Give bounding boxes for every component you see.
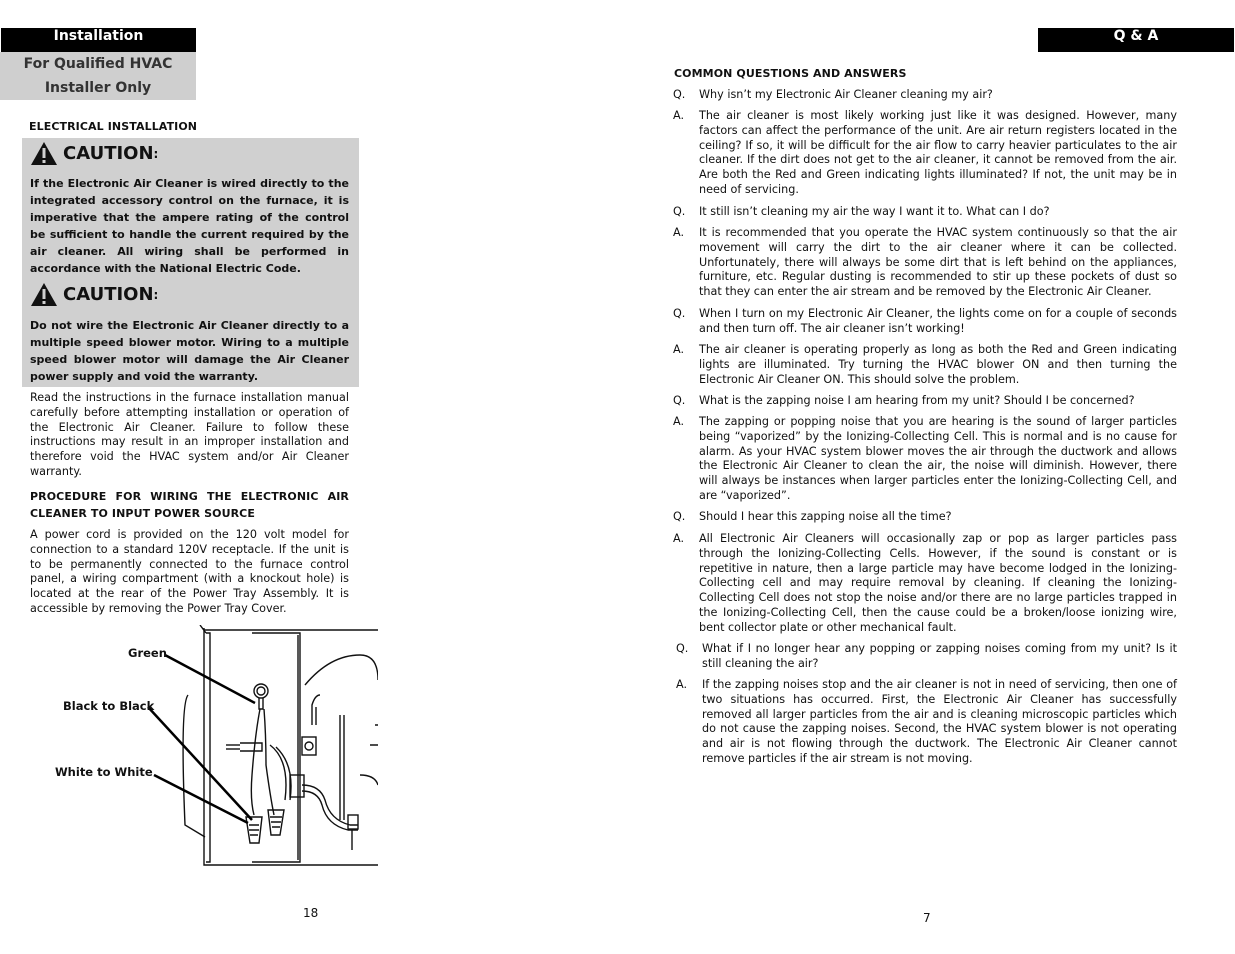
qa-question: It still isn’t cleaning my air the way I want it to. What can I do? — [699, 205, 1050, 218]
qa-answer: The air cleaner is most likely working just like it was designed. However, many factors can affect the performance of the unit. Are air return registers located in the ceiling? If so, it will be difficult for the air flow to carry heavier particulates to the air cleaner. If the dirt does not get to the air cleaner, it cannot be removed from the air. Are both the Red and Green indicating lights illuminated? If not, the unit may be in need of servicing. — [699, 109, 1177, 196]
caution-box — [22, 138, 359, 387]
wiring-diagram — [40, 625, 378, 870]
qa-label: A. — [673, 415, 685, 428]
warning-icon — [30, 141, 58, 166]
caution-heading-1 — [30, 141, 158, 166]
tab-subtitle-line2: Installer Only — [44, 80, 152, 96]
qa-label: Q. — [673, 394, 686, 407]
qa-label: Q. — [673, 510, 686, 523]
qa-heading: COMMON QUESTIONS AND ANSWERS — [674, 67, 907, 80]
warning-icon — [30, 282, 58, 307]
qa-label: Q. — [673, 307, 686, 320]
qa-question: What is the zapping noise I am hearing from my unit? Should I be concerned? — [699, 394, 1135, 407]
qa-block-1 — [673, 88, 1177, 103]
qa-label: Q. — [673, 205, 686, 218]
qa-block-4 — [673, 226, 1177, 300]
qa-answer: The air cleaner is operating properly as long as both the Red and Green indicating lights are illuminated. Try turning the HVAC blower ON and then turning the Electronic Air Cleaner ON. This should solve the problem. — [699, 343, 1177, 386]
qa-block-11 — [676, 642, 1177, 672]
qa-question: What if I no longer hear any popping or zapping noises coming from my unit? Is it still cleaning the air? — [702, 642, 1177, 670]
page-number-left: 18 — [303, 906, 319, 920]
power-cord-paragraph: A power cord is provided on the 120 volt model for connection to a standard 120V receptacle. If the unit is to be permanently connected to the furnace control panel, a wiring compartment (with a knockout hole) is located at the rear of the Power Tray Assembly. It is accessible by removing the Power Tray Cover. — [30, 528, 349, 615]
qa-question: Should I hear this zapping noise all the time? — [699, 510, 952, 523]
qa-block-3 — [673, 205, 1177, 220]
caution-colon-1: : — [153, 146, 159, 161]
qa-question: Why isn’t my Electronic Air Cleaner cleaning my air? — [699, 88, 993, 101]
qa-block-7 — [673, 394, 1177, 409]
qa-answer: If the zapping noises stop and the air cleaner is not in need of servicing, then one of two situations has occurred. First, the Electronic Air Cleaner has successfully removed all larger particles from the air and is cleaning microscopic particles which do not cause the zapping noises. Second, the HVAC system blower is not operating and air is not flowing through the ductwork. The Electronic Air Cleaner cannot remove particles if the air stream is not moving. — [702, 678, 1177, 765]
qa-block-2 — [673, 109, 1177, 198]
qa-block-9 — [673, 510, 1177, 525]
caution-colon-2: : — [153, 287, 159, 302]
tab-title-qa: Q & A — [1113, 28, 1159, 44]
label-white-to-white: White to White — [55, 765, 153, 779]
qa-label: A. — [673, 343, 685, 356]
procedure-heading: PROCEDURE FOR WIRING THE ELECTRONIC AIR CLEANER TO INPUT POWER SOURCE — [30, 490, 349, 520]
qa-label: Q. — [676, 642, 689, 655]
qa-question: When I turn on my Electronic Air Cleaner, the lights come on for a couple of seconds and then turn off. The air cleaner isn’t working! — [699, 307, 1177, 335]
qa-block-8 — [673, 415, 1177, 504]
qa-answer: All Electronic Air Cleaners will occasionally zap or pop as larger particles pass through the Ionizing-Collecting Cells. However, if the sound is constant or is repetitive in nature, then a large particle may have become lodged in the Ionizing-Collecting cell and may require removal by cleaning. If cleaning the Ionizing-Collecting Cell does not stop the noise and/or there are no large particles trapped in the Ionizing-Collecting Cell, then the cause could be a broken/loose ionizing wire, bent collector plate or other mechanical fault. — [699, 532, 1177, 634]
qa-label: A. — [676, 678, 688, 691]
caution-heading-2 — [30, 282, 158, 307]
page-number-right: 7 — [923, 911, 931, 925]
qa-answer: The zapping or popping noise that you are hearing is the sound of larger particles being “vaporized” by the Ionizing-Collecting Cell. This is normal and is no cause for alarm. As your HVAC system blower moves the air through the ductwork and allows the Electronic Air Cleaner to clean the air, the noise will diminish. However, there will always be instances when larger particles enter the Ionizing-Collecting Cell, and are “vaporized”. — [699, 415, 1177, 502]
wiring-diagram-drawing — [40, 625, 378, 870]
caution-text-2: Do not wire the Electronic Air Cleaner directly to a multiple speed blower motor. Wiring to a multiple speed blower motor will damage the Air Cleaner power supply and void the warranty. — [30, 319, 349, 383]
qa-label: A. — [673, 226, 685, 239]
qa-label: A. — [673, 532, 685, 545]
qa-block-12 — [676, 678, 1177, 767]
tab-title: Installation — [53, 28, 144, 44]
qa-block-10 — [673, 532, 1177, 636]
qa-label: A. — [673, 109, 685, 122]
qa-block-5 — [673, 307, 1177, 337]
caution-title-1: CAUTION — [63, 143, 154, 164]
install-instructions-paragraph: Read the instructions in the furnace installation manual carefully before attempting installation or operation of the Electronic Air Cleaner. Failure to follow these instructions may result in an improper installation and therefore void the HVAC system and/or Air Cleaner warranty. — [30, 391, 349, 478]
qa-label: Q. — [673, 88, 686, 101]
tab-subtitle-line1: For Qualified HVAC — [23, 56, 173, 72]
section-tab-installation — [1, 28, 196, 52]
installer-only-tab — [0, 52, 196, 100]
qa-block-6 — [673, 343, 1177, 387]
caution-title-2: CAUTION — [63, 284, 154, 305]
qa-answer: It is recommended that you operate the HVAC system continuously so that the air movement will carry the dirt to the air cleaner where it can be collected. Unfortunately, there will always be some dirt that is left behind on the appliances, furniture, etc. Regular dusting is recommended to stir up these pockets of dust so that they can enter the air stream and be removed by the Electronic Air Cleaner. — [699, 226, 1177, 299]
caution-text-1: If the Electronic Air Cleaner is wired directly to the integrated accessory control on the furnace, it is imperative that the ampere rating of the control be sufficient to handle the current required by the air cleaner. All wiring shall be performed in accordance with the National Electric Code. — [30, 177, 349, 275]
label-black-to-black: Black to Black — [63, 699, 155, 713]
section-tab-qa — [1038, 28, 1234, 52]
section-heading: ELECTRICAL INSTALLATION — [29, 120, 198, 133]
label-green: Green — [128, 646, 167, 660]
